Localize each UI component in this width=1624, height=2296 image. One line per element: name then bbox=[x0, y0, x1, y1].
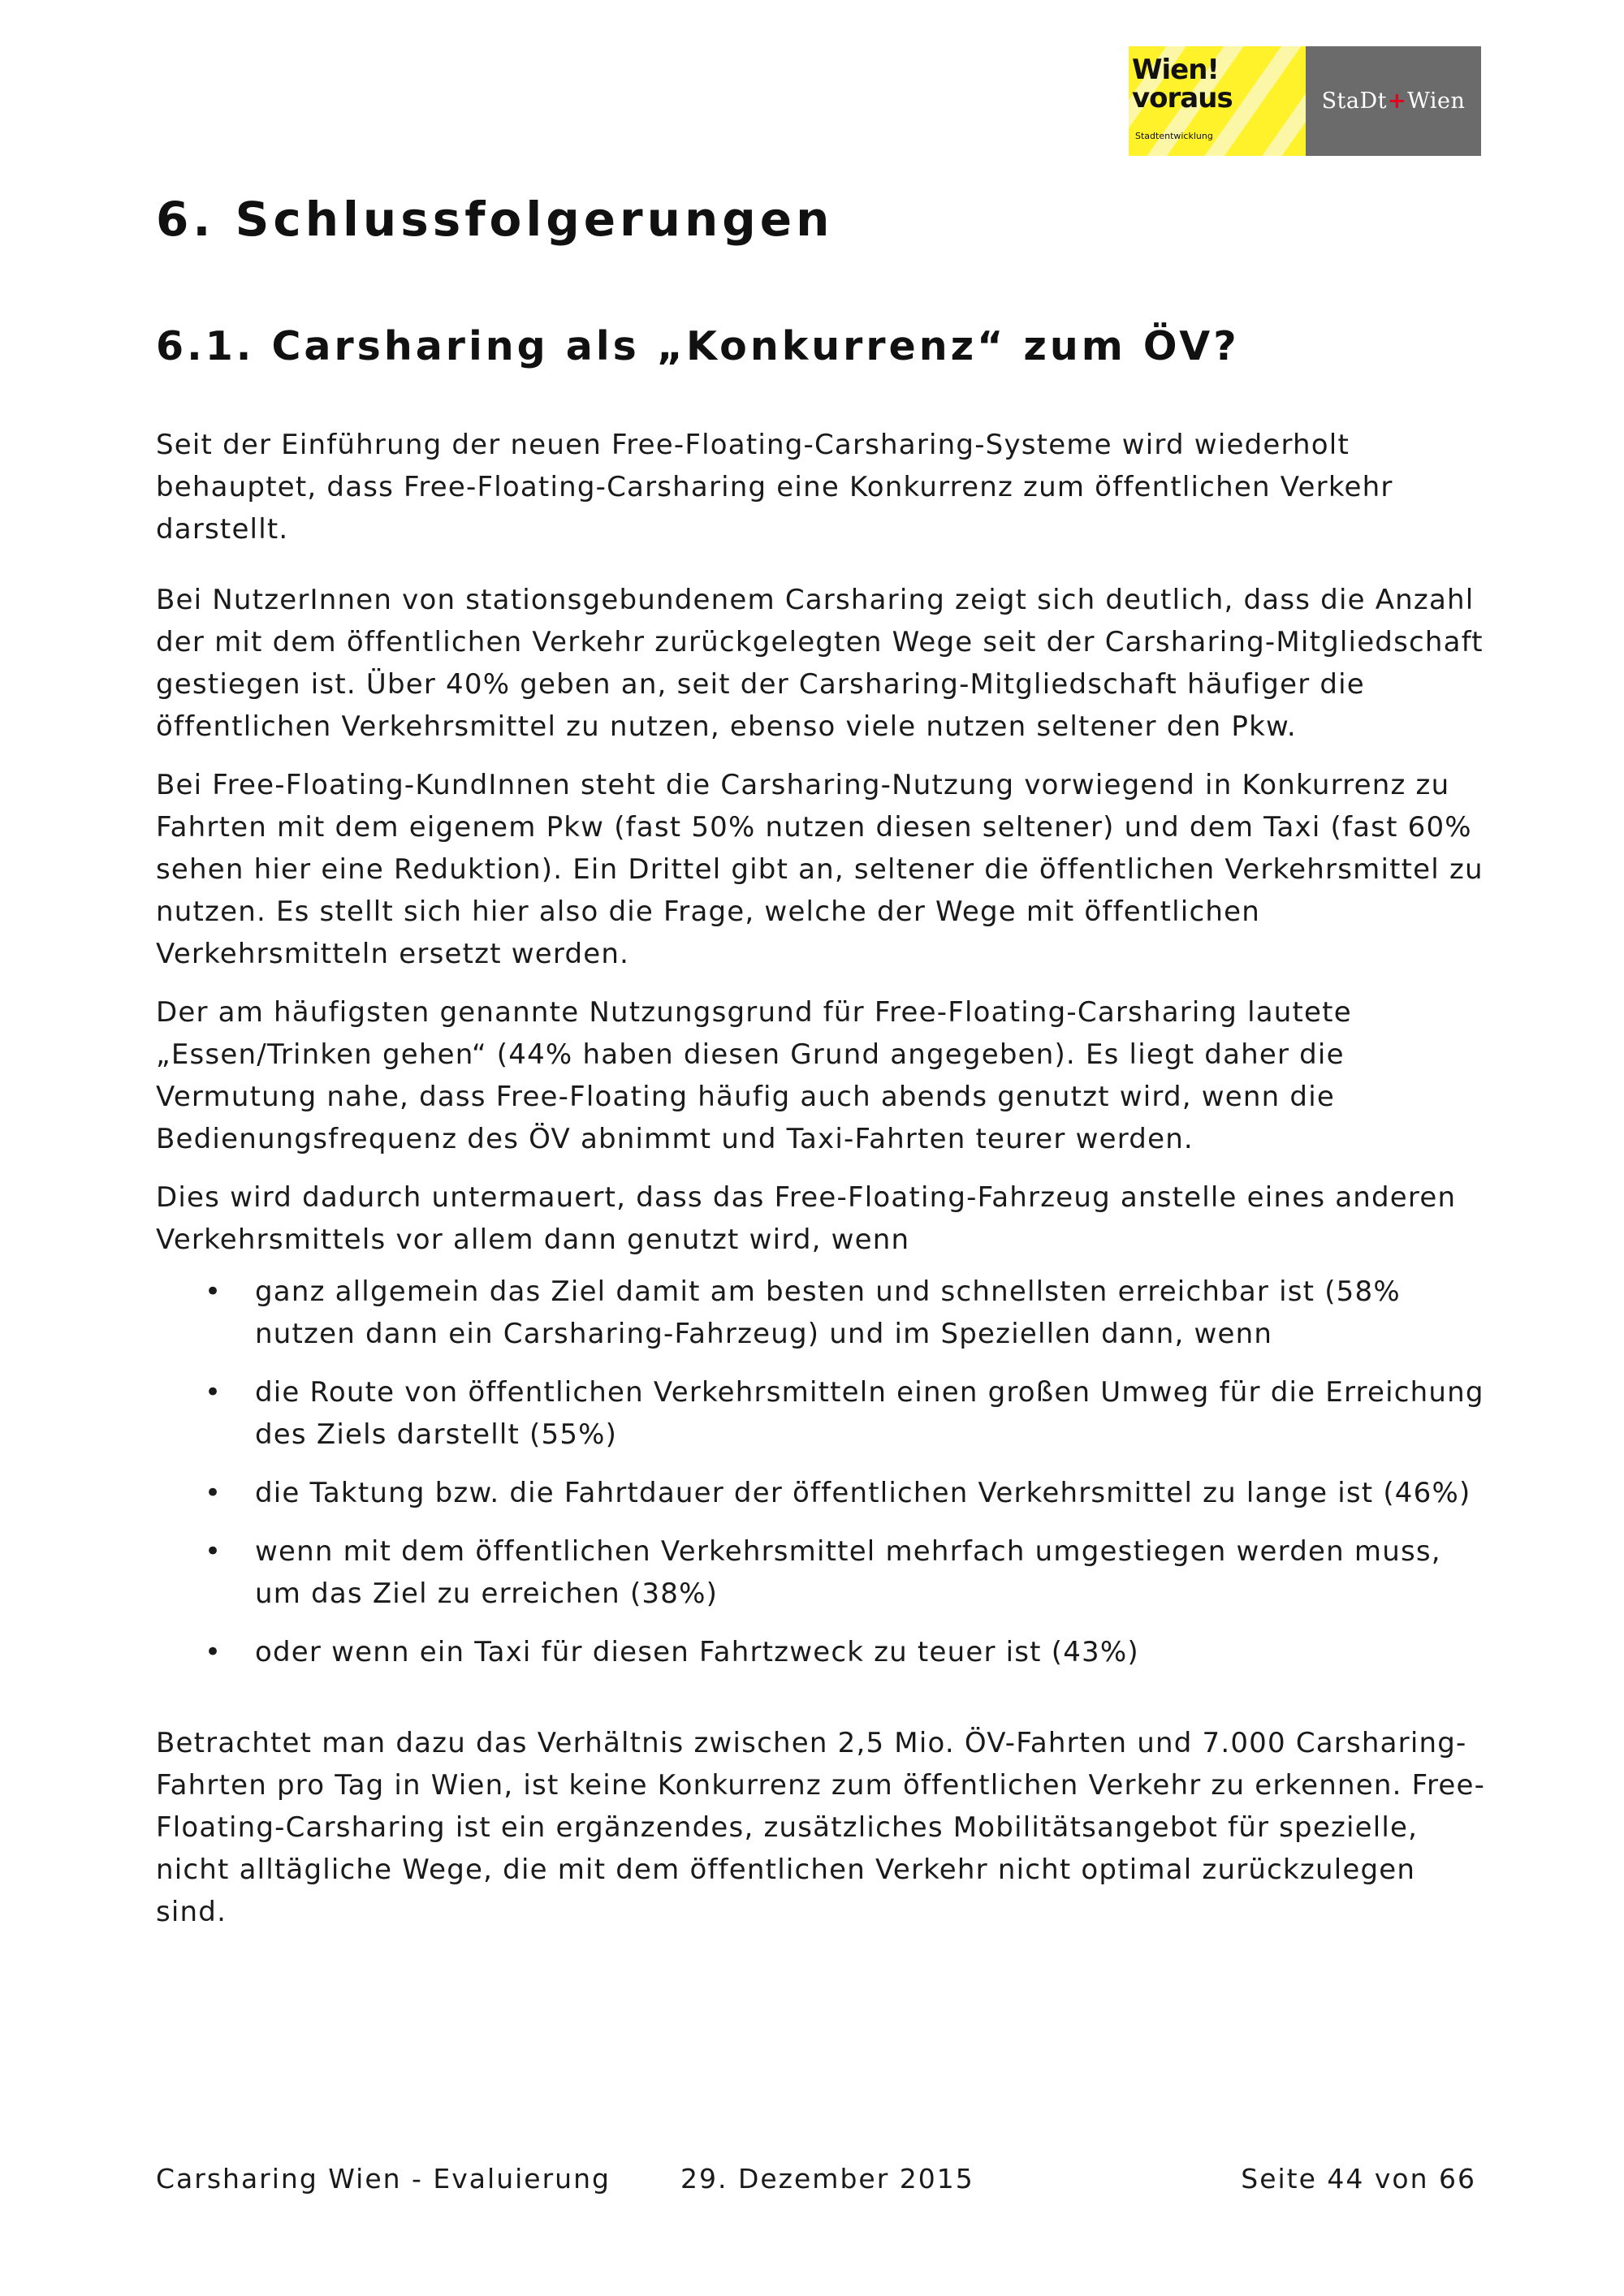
list-item-text: die Route von öffentlichen Verkehrsmitteln einen großen Umweg für die Erreichung des Ziels darstellt (55%) bbox=[255, 1376, 1484, 1451]
paragraph: Dies wird dadurch untermauert, dass das Free-Floating-Fahrzeug anstelle eines anderen Verkehrsmittels vor allem dann genutzt wird, wenn bbox=[156, 1181, 1457, 1256]
stadt-wien-logo-right: Wien bbox=[1407, 88, 1466, 114]
paragraph: Seit der Einführung der neuen Free-Floating-Carsharing-Systeme wird wiederholt behauptet, dass Free-Floating-Carsharing eine Konkurrenz zum öffentlichen Verkehr darstellt. bbox=[156, 429, 1393, 546]
list-item-text: ganz allgemein das Ziel damit am besten und schnellsten erreichbar ist (58% nutzen dann ein Carsharing-Fahrzeug) und im Speziellen dann, wenn bbox=[255, 1275, 1401, 1350]
wien-voraus-logo bbox=[1129, 46, 1306, 156]
bullet-icon: • bbox=[205, 1636, 222, 1668]
stadt-wien-cross-icon: + bbox=[1388, 88, 1407, 114]
footer-date: 29. Dezember 2015 bbox=[680, 2163, 974, 2195]
paragraph: Bei Free-Floating-KundInnen steht die Carsharing-Nutzung vorwiegend in Konkurrenz zu Fahrten mit dem eigenem Pkw (fast 50% nutzen diesen seltener) und dem Taxi (fast 60% sehen hier eine Reduktion). Ein Drittel gibt an, seltener die öffentlichen Verkehrsmittel zu nutzen. Es stellt sich hier also die Frage, welche der Wege mit öffentlichen Verkehrsmitteln ersetzt werden. bbox=[156, 769, 1484, 970]
list-item-text: wenn mit dem öffentlichen Verkehrsmittel mehrfach umgestiegen werden muss, um das Ziel zu erreichen (38%) bbox=[255, 1535, 1441, 1610]
bullet-icon: • bbox=[205, 1477, 222, 1509]
stadt-wien-logo-left: StaDt bbox=[1321, 88, 1388, 114]
paragraph: Der am häufigsten genannte Nutzungsgrund für Free-Floating-Carsharing lautete „Essen/Trinken gehen“ (44% haben diesen Grund angegeben). Es liegt daher die Vermutung nahe, dass Free-Floating häufig auch abends genutzt wird, wenn die Bedienungsfrequenz des ÖV abnimmt und Taxi-Fahrten teurer werden. bbox=[156, 996, 1352, 1155]
list-item-text: oder wenn ein Taxi für diesen Fahrtzweck zu teuer ist (43%) bbox=[255, 1636, 1139, 1668]
paragraph: Betrachtet man dazu das Verhältnis zwischen 2,5 Mio. ÖV-Fahrten und 7.000 Carsharing-Fahrten pro Tag in Wien, ist keine Konkurrenz zum öffentlichen Verkehr zu erkennen. Free-Floating-Carsharing ist ein ergänzendes, zusätzliches Mobilitätsangebot für spezielle, nicht alltägliche Wege, die mit dem öffentlichen Verkehr nicht optimal zurückzulegen sind. bbox=[156, 1727, 1486, 1928]
bullet-icon: • bbox=[205, 1275, 222, 1308]
section-heading: 6.1. Carsharing als „Konkurrenz“ zum ÖV? bbox=[156, 323, 1240, 369]
list-item bbox=[156, 1631, 1496, 1673]
bullet-list bbox=[156, 1271, 1496, 1673]
bullet-icon: • bbox=[205, 1535, 222, 1568]
list-item-text: die Taktung bzw. die Fahrtdauer der öffentlichen Verkehrsmittel zu lange ist (46%) bbox=[255, 1477, 1471, 1509]
list-item bbox=[156, 1472, 1496, 1514]
bullet-icon: • bbox=[205, 1376, 222, 1409]
list-item bbox=[156, 1271, 1496, 1355]
logo-line-1: Wien! bbox=[1132, 54, 1219, 86]
stadt-wien-logo bbox=[1306, 46, 1481, 156]
body-text bbox=[156, 424, 1496, 1933]
chapter-heading: 6. Schlussfolgerungen bbox=[156, 192, 834, 247]
paragraph: Bei NutzerInnen von stationsgebundenem Carsharing zeigt sich deutlich, dass die Anzahl der mit dem öffentlichen Verkehr zurückgelegten Wege seit der Carsharing-Mitgliedschaft gestiegen ist. Über 40% geben an, seit der Carsharing-Mitgliedschaft häufiger die öffentlichen Verkehrsmittel zu nutzen, ebenso viele nutzen seltener den Pkw. bbox=[156, 584, 1484, 743]
logo-line-2: voraus bbox=[1132, 82, 1233, 114]
list-item bbox=[156, 1371, 1496, 1456]
footer-document-title: Carsharing Wien - Evaluierung bbox=[156, 2163, 611, 2195]
logo-line-3: Stadtentwicklung bbox=[1135, 131, 1213, 141]
header-logo bbox=[1129, 46, 1481, 156]
footer-page-number: Seite 44 von 66 bbox=[1241, 2163, 1476, 2195]
list-item bbox=[156, 1530, 1496, 1615]
